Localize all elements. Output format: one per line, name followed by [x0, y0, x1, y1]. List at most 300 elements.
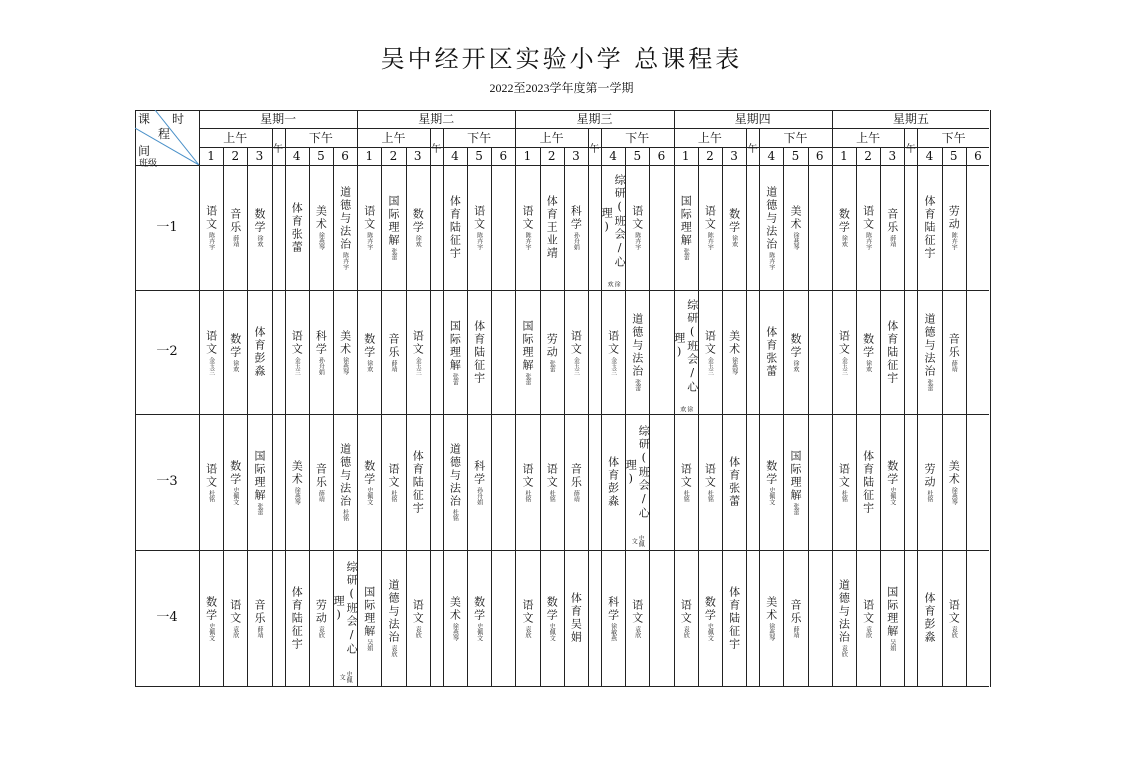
schedule-cell: [540, 414, 564, 550]
corner-label-ke: 课: [137, 112, 150, 126]
schedule-cell: [491, 165, 515, 290]
schedule-cell: [856, 550, 880, 686]
subject-label: 劳动: [947, 205, 961, 231]
teacher-label: 史佩文: [207, 622, 215, 641]
day-header: 星期三: [576, 112, 613, 126]
schedule-cell: [443, 550, 467, 686]
half-header-pm: 下午: [941, 130, 966, 145]
subject-label: 体育陆征宇: [727, 585, 741, 651]
teacher-label: 金玉兰: [609, 356, 617, 375]
period-number: 3: [413, 149, 422, 163]
subject-label: 道德与法治: [386, 579, 400, 644]
schedule-cell: [832, 414, 856, 550]
schedule-cell: [649, 550, 673, 686]
teacher-label: 金玉兰: [293, 356, 301, 375]
schedule-cell: [357, 290, 381, 414]
schedule-cell: [722, 550, 746, 686]
subject-label: 数学: [727, 208, 741, 234]
period-number: 2: [389, 149, 398, 163]
subject-label: 数学: [204, 595, 218, 622]
teacher-label: 徐燕琴: [730, 356, 738, 375]
subject-label: 音乐: [386, 332, 400, 359]
subject-label: 体育陆征宇: [922, 195, 936, 260]
schedule-cell: [564, 290, 588, 414]
teacher-label: 史佩文: [338, 671, 353, 684]
subject-label: 国际理解: [788, 449, 802, 502]
period-number: 3: [255, 149, 264, 163]
schedule-cell: [601, 414, 625, 550]
schedule-cell: [247, 550, 271, 686]
schedule-cell: [443, 165, 467, 290]
subject-label: 美术: [764, 595, 778, 622]
teacher-label: 徐欢: [231, 359, 239, 372]
schedule-cell: [515, 165, 539, 290]
teacher-label: 薛靖: [231, 235, 239, 247]
subject-label: 语文: [703, 462, 717, 489]
subject-label: 体育陆征宇: [472, 319, 486, 385]
schedule-cell: [856, 165, 880, 290]
schedule-cell: [625, 414, 649, 550]
period-number: 6: [974, 149, 982, 163]
subject-label: 综研(班会/心理): [624, 425, 651, 521]
day-header: 星期四: [734, 112, 771, 126]
teacher-label: 孙舟娟: [317, 356, 325, 375]
schedule-cell: [674, 290, 698, 414]
schedule-cell: [783, 290, 807, 414]
half-header-pm: 下午: [625, 130, 650, 145]
schedule-cell: [381, 414, 405, 550]
schedule-cell: [333, 290, 357, 414]
subject-label: 体育王业靖: [545, 195, 559, 260]
grid-line: [135, 686, 989, 687]
teacher-label: 徐燕琴: [317, 232, 325, 250]
subject-label: 美术: [290, 459, 304, 486]
teacher-label: 杜铭: [706, 489, 714, 502]
schedule-cell: [333, 165, 357, 290]
teacher-label: 袁欣: [231, 625, 239, 638]
period-number: 5: [633, 149, 642, 163]
schedule-cell: [856, 414, 880, 550]
subject-label: 数学: [764, 459, 778, 486]
teacher-label: 史佩文: [231, 486, 239, 505]
teacher-label: 徐燕琴: [341, 356, 349, 375]
subject-label: 语文: [569, 329, 583, 356]
subject-label: 劳动: [314, 598, 328, 625]
subject-label: 道德与法治: [922, 313, 936, 378]
schedule-cell: [333, 550, 357, 686]
subject-label: 数学: [703, 595, 717, 622]
subject-label: 音乐: [569, 462, 583, 489]
schedule-cell: [247, 414, 271, 550]
subject-label: 音乐: [885, 208, 899, 234]
subject-label: 语文: [703, 205, 717, 231]
schedule-cell: [199, 165, 223, 290]
schedule-cell: [199, 550, 223, 686]
schedule-cell: [625, 165, 649, 290]
schedule-cell: [783, 550, 807, 686]
subject-label: 综研(班会/心理): [332, 561, 359, 657]
period-number: 1: [207, 149, 215, 163]
schedule-cell: [357, 414, 381, 550]
teacher-label: 张蕾: [633, 379, 641, 391]
teacher-label: 陈卉宇: [475, 232, 483, 250]
subject-label: 国际理解: [252, 449, 266, 502]
teacher-label: 徐欢: [864, 359, 872, 372]
teacher-label: 金玉兰: [572, 356, 580, 375]
subject-label: 语文: [386, 462, 400, 489]
teacher-label: 徐敏燕: [609, 622, 617, 641]
period-number: 2: [706, 149, 714, 163]
subject-label: 综研(班会/心理): [672, 298, 699, 394]
teacher-label: 张蕾: [389, 248, 397, 260]
schedule-cell: [942, 414, 966, 550]
class-name: 一4: [156, 610, 178, 625]
corner-label-cheng: 程: [157, 127, 170, 141]
grid-line: [904, 128, 905, 687]
period-number: 4: [925, 149, 934, 163]
subject-label: 数学: [362, 459, 376, 486]
subject-label: 语文: [520, 598, 534, 625]
schedule-cell: [649, 165, 673, 290]
subject-label: 音乐: [788, 598, 802, 625]
schedule-cell: [808, 550, 832, 686]
teacher-label: 张蕾: [682, 248, 690, 260]
subject-label: 国际理解: [362, 585, 376, 638]
noon-label: 午: [273, 144, 284, 155]
subject-label: 数学: [837, 208, 851, 234]
teacher-label: 陈卉宇: [864, 232, 872, 250]
schedule-cell: [309, 414, 333, 550]
teacher-label: 袁欣: [682, 625, 690, 638]
period-number: 6: [499, 149, 508, 163]
schedule-cell: [223, 290, 247, 414]
subject-label: 体育张蕾: [727, 456, 741, 508]
schedule-cell: [698, 550, 722, 686]
teacher-label: 杜铭: [548, 489, 556, 502]
subject-label: 数学: [252, 208, 266, 234]
schedule-cell: [564, 414, 588, 550]
schedule-cell: [491, 290, 515, 414]
period-number: 2: [547, 149, 556, 163]
schedule-cell: [223, 165, 247, 290]
schedule-cell: [880, 165, 904, 290]
subject-label: 体育彭淼: [252, 326, 266, 378]
half-header-am: 上午: [381, 130, 406, 145]
teacher-label: 金玉兰: [414, 356, 422, 375]
schedule-cell: [759, 165, 783, 290]
teacher-label: 张蕾: [925, 379, 933, 391]
grid-line: [272, 128, 273, 687]
schedule-cell: [698, 165, 722, 290]
teacher-label: 徐欢: [414, 235, 422, 247]
period-number: 1: [681, 149, 690, 163]
subject-label: 语文: [204, 205, 218, 231]
subject-label: 体育张蕾: [290, 201, 304, 254]
subject-label: 数学: [228, 459, 242, 486]
teacher-label: 徐欢: [255, 235, 263, 247]
schedule-cell: [285, 550, 309, 686]
subject-label: 语文: [411, 598, 425, 625]
subject-label: 语文: [837, 329, 851, 356]
teacher-label: 袁欣: [864, 625, 872, 638]
period-number: 6: [341, 149, 349, 163]
schedule-cell: [759, 414, 783, 550]
schedule-cell: [674, 165, 698, 290]
subject-label: 劳动: [922, 462, 936, 489]
schedule-cell: [381, 550, 405, 686]
subject-label: 体育陆征宇: [448, 195, 462, 260]
subject-label: 科学: [314, 329, 328, 356]
subject-label: 数学: [228, 332, 242, 359]
teacher-label: 徐燕琴: [293, 486, 301, 505]
schedule-cell: [467, 165, 491, 290]
half-header-am: 上午: [223, 130, 248, 145]
schedule-cell: [783, 414, 807, 550]
teacher-label: 史佩文: [888, 486, 896, 505]
grid-line: [588, 128, 589, 687]
half-header-am: 上午: [539, 130, 564, 145]
subject-label: 国际理解: [679, 195, 693, 247]
schedule-cell: [247, 290, 271, 414]
subject-label: 语文: [606, 329, 620, 356]
schedule-cell: [515, 550, 539, 686]
teacher-label: 徐燕琴: [950, 486, 958, 505]
class-name: 一2: [156, 344, 178, 359]
period-number: 3: [730, 149, 738, 163]
subject-label: 数学: [788, 332, 802, 359]
subject-label: 劳动: [545, 332, 559, 359]
period-number: 1: [840, 149, 848, 163]
subject-label: 美术: [448, 595, 462, 622]
schedule-cell: [917, 550, 941, 686]
period-number: 1: [523, 149, 532, 163]
subject-label: 数学: [362, 332, 376, 359]
teacher-label: 史佩文: [475, 622, 483, 641]
page-title: 吴中经开区实验小学 总课程表: [380, 45, 743, 73]
teacher-label: 陈卉宇: [633, 232, 641, 250]
schedule-cell: [467, 414, 491, 550]
noon-label: 午: [431, 144, 442, 155]
subject-label: 数学: [545, 595, 559, 622]
schedule-cell: [808, 290, 832, 414]
schedule-cell: [759, 290, 783, 414]
schedule-cell: [467, 290, 491, 414]
schedule-cell: [625, 290, 649, 414]
subject-label: 体育彭淼: [922, 592, 936, 644]
period-number: 4: [292, 149, 301, 163]
schedule-cell: [722, 414, 746, 550]
teacher-label: 张蕾: [451, 372, 459, 385]
day-header: 星期五: [892, 112, 929, 126]
class-name: 一1: [156, 219, 178, 235]
schedule-cell: [625, 550, 649, 686]
grid-line: [746, 128, 747, 687]
subject-label: 综研(班会/心理): [600, 173, 627, 269]
subject-label: 数学: [411, 208, 425, 234]
period-number: 2: [231, 149, 240, 163]
subject-label: 道德与法治: [630, 313, 644, 378]
teacher-label: 陈卉宇: [341, 251, 349, 270]
teacher-label: 薛靖: [317, 489, 325, 502]
subject-label: 语文: [520, 462, 534, 489]
teacher-label: 徐欢: [730, 235, 738, 247]
teacher-label: 杜铭: [341, 509, 349, 521]
schedule-cell: [491, 414, 515, 550]
teacher-label: 张蕾: [791, 502, 799, 515]
teacher-label: 陈卉宇: [365, 232, 373, 250]
schedule-cell: [880, 414, 904, 550]
teacher-label: 史佩文: [548, 622, 556, 641]
subject-label: 国际理解: [386, 195, 400, 247]
teacher-label: 袁欣: [523, 625, 531, 638]
teacher-label: 金玉兰: [840, 356, 848, 375]
subject-label: 国际理解: [520, 319, 534, 372]
schedule-cell: [759, 550, 783, 686]
schedule-cell: [285, 290, 309, 414]
half-header-am: 上午: [856, 130, 881, 145]
schedule-cell: [942, 165, 966, 290]
subject-label: 语文: [362, 205, 376, 231]
schedule-cell: [285, 414, 309, 550]
schedule-cell: [966, 165, 990, 290]
subject-label: 音乐: [314, 462, 328, 489]
subject-label: 美术: [338, 329, 352, 356]
period-number: 5: [317, 149, 325, 163]
schedule-cell: [722, 165, 746, 290]
half-header-am: 上午: [697, 130, 722, 145]
teacher-label: 徐欢: [840, 235, 848, 247]
schedule-cell: [564, 550, 588, 686]
schedule-cell: [698, 414, 722, 550]
teacher-label: 徐欢: [606, 281, 621, 288]
subject-label: 美术: [788, 205, 802, 231]
period-number: 1: [365, 149, 374, 163]
teacher-label: 袁欣: [840, 645, 848, 657]
schedule-cell: [309, 550, 333, 686]
teacher-label: 吴娟: [888, 638, 896, 651]
subject-label: 体育陆征宇: [290, 585, 304, 651]
schedule-cell: [309, 165, 333, 290]
schedule-cell: [564, 165, 588, 290]
half-header-pm: 下午: [783, 130, 808, 145]
teacher-label: 张蕾: [548, 359, 556, 372]
schedule-cell: [832, 165, 856, 290]
subject-label: 体育陆征宇: [411, 449, 425, 515]
schedule-cell: [808, 414, 832, 550]
subject-label: 体育吴娟: [569, 592, 583, 644]
schedule-cell: [917, 165, 941, 290]
subject-label: 语文: [861, 205, 875, 231]
subject-label: 语文: [630, 205, 644, 231]
subject-label: 语文: [861, 598, 875, 625]
subject-label: 数学: [885, 459, 899, 486]
teacher-label: 孙舟娟: [475, 486, 483, 505]
schedule-cell: [247, 165, 271, 290]
subject-label: 语文: [290, 329, 304, 356]
schedule-cell: [515, 414, 539, 550]
teacher-label: 杜铭: [682, 489, 690, 502]
schedule-cell: [540, 550, 564, 686]
class-name: 一3: [156, 474, 178, 489]
subject-label: 国际理解: [448, 319, 462, 372]
subject-label: 美术: [314, 205, 328, 231]
teacher-label: 薛靖: [888, 235, 896, 247]
schedule-cell: [467, 550, 491, 686]
teacher-label: 孙舟娟: [572, 232, 580, 250]
schedule-cell: [309, 290, 333, 414]
teacher-label: 陈卉宇: [706, 232, 714, 250]
subject-label: 体育陆征宇: [885, 319, 899, 385]
subject-label: 科学: [472, 459, 486, 486]
schedule-cell: [601, 550, 625, 686]
schedule-cell: [966, 290, 990, 414]
subject-label: 道德与法治: [338, 443, 352, 508]
teacher-label: 杜铭: [451, 509, 459, 521]
subject-label: 科学: [606, 595, 620, 622]
schedule-cell: [406, 290, 430, 414]
teacher-label: 薛靖: [389, 359, 397, 372]
schedule-cell: [406, 165, 430, 290]
day-header: 星期二: [418, 112, 455, 126]
teacher-label: 金玉兰: [706, 356, 714, 375]
subject-label: 数学: [472, 595, 486, 622]
period-number: 3: [572, 149, 580, 163]
teacher-label: 史佩文: [365, 486, 373, 505]
schedule-cell: [880, 290, 904, 414]
teacher-label: 徐欢: [678, 405, 693, 412]
schedule-cell: [880, 550, 904, 686]
schedule-cell: [601, 290, 625, 414]
subject-label: 语文: [228, 598, 242, 625]
subject-label: 语文: [630, 598, 644, 625]
teacher-label: 史佩文: [767, 486, 775, 505]
teacher-label: 张蕾: [255, 502, 263, 515]
teacher-label: 金玉兰: [207, 356, 215, 375]
subject-label: 语文: [204, 329, 218, 356]
period-number: 6: [815, 149, 824, 163]
teacher-label: 徐燕琴: [791, 232, 799, 250]
schedule-cell: [357, 550, 381, 686]
teacher-label: 杜铭: [840, 489, 848, 502]
subject-label: 国际理解: [885, 585, 899, 638]
day-header: 星期一: [260, 112, 297, 126]
schedule-cell: [832, 290, 856, 414]
schedule-cell: [649, 414, 673, 550]
subject-label: 体育张蕾: [764, 326, 778, 378]
period-number: 6: [657, 149, 666, 163]
schedule-cell: [942, 290, 966, 414]
grid-line: [430, 128, 431, 687]
subject-label: 道德与法治: [764, 185, 778, 251]
half-header-pm: 下午: [467, 130, 492, 145]
teacher-label: 徐燕琴: [767, 622, 775, 641]
subject-label: 道德与法治: [338, 185, 352, 251]
schedule-cell: [381, 290, 405, 414]
period-number: 4: [767, 149, 776, 163]
schedule-cell: [333, 414, 357, 550]
teacher-label: 薛靖: [950, 359, 958, 372]
subject-label: 音乐: [228, 208, 242, 234]
schedule-cell: [856, 290, 880, 414]
schedule-cell: [783, 165, 807, 290]
teacher-label: 吴娟: [365, 638, 373, 651]
schedule-cell: [491, 550, 515, 686]
teacher-label: 杜铭: [389, 489, 397, 502]
teacher-label: 张蕾: [523, 372, 531, 385]
schedule-cell: [601, 165, 625, 290]
schedule-cell: [199, 414, 223, 550]
noon-label: 午: [905, 144, 916, 155]
